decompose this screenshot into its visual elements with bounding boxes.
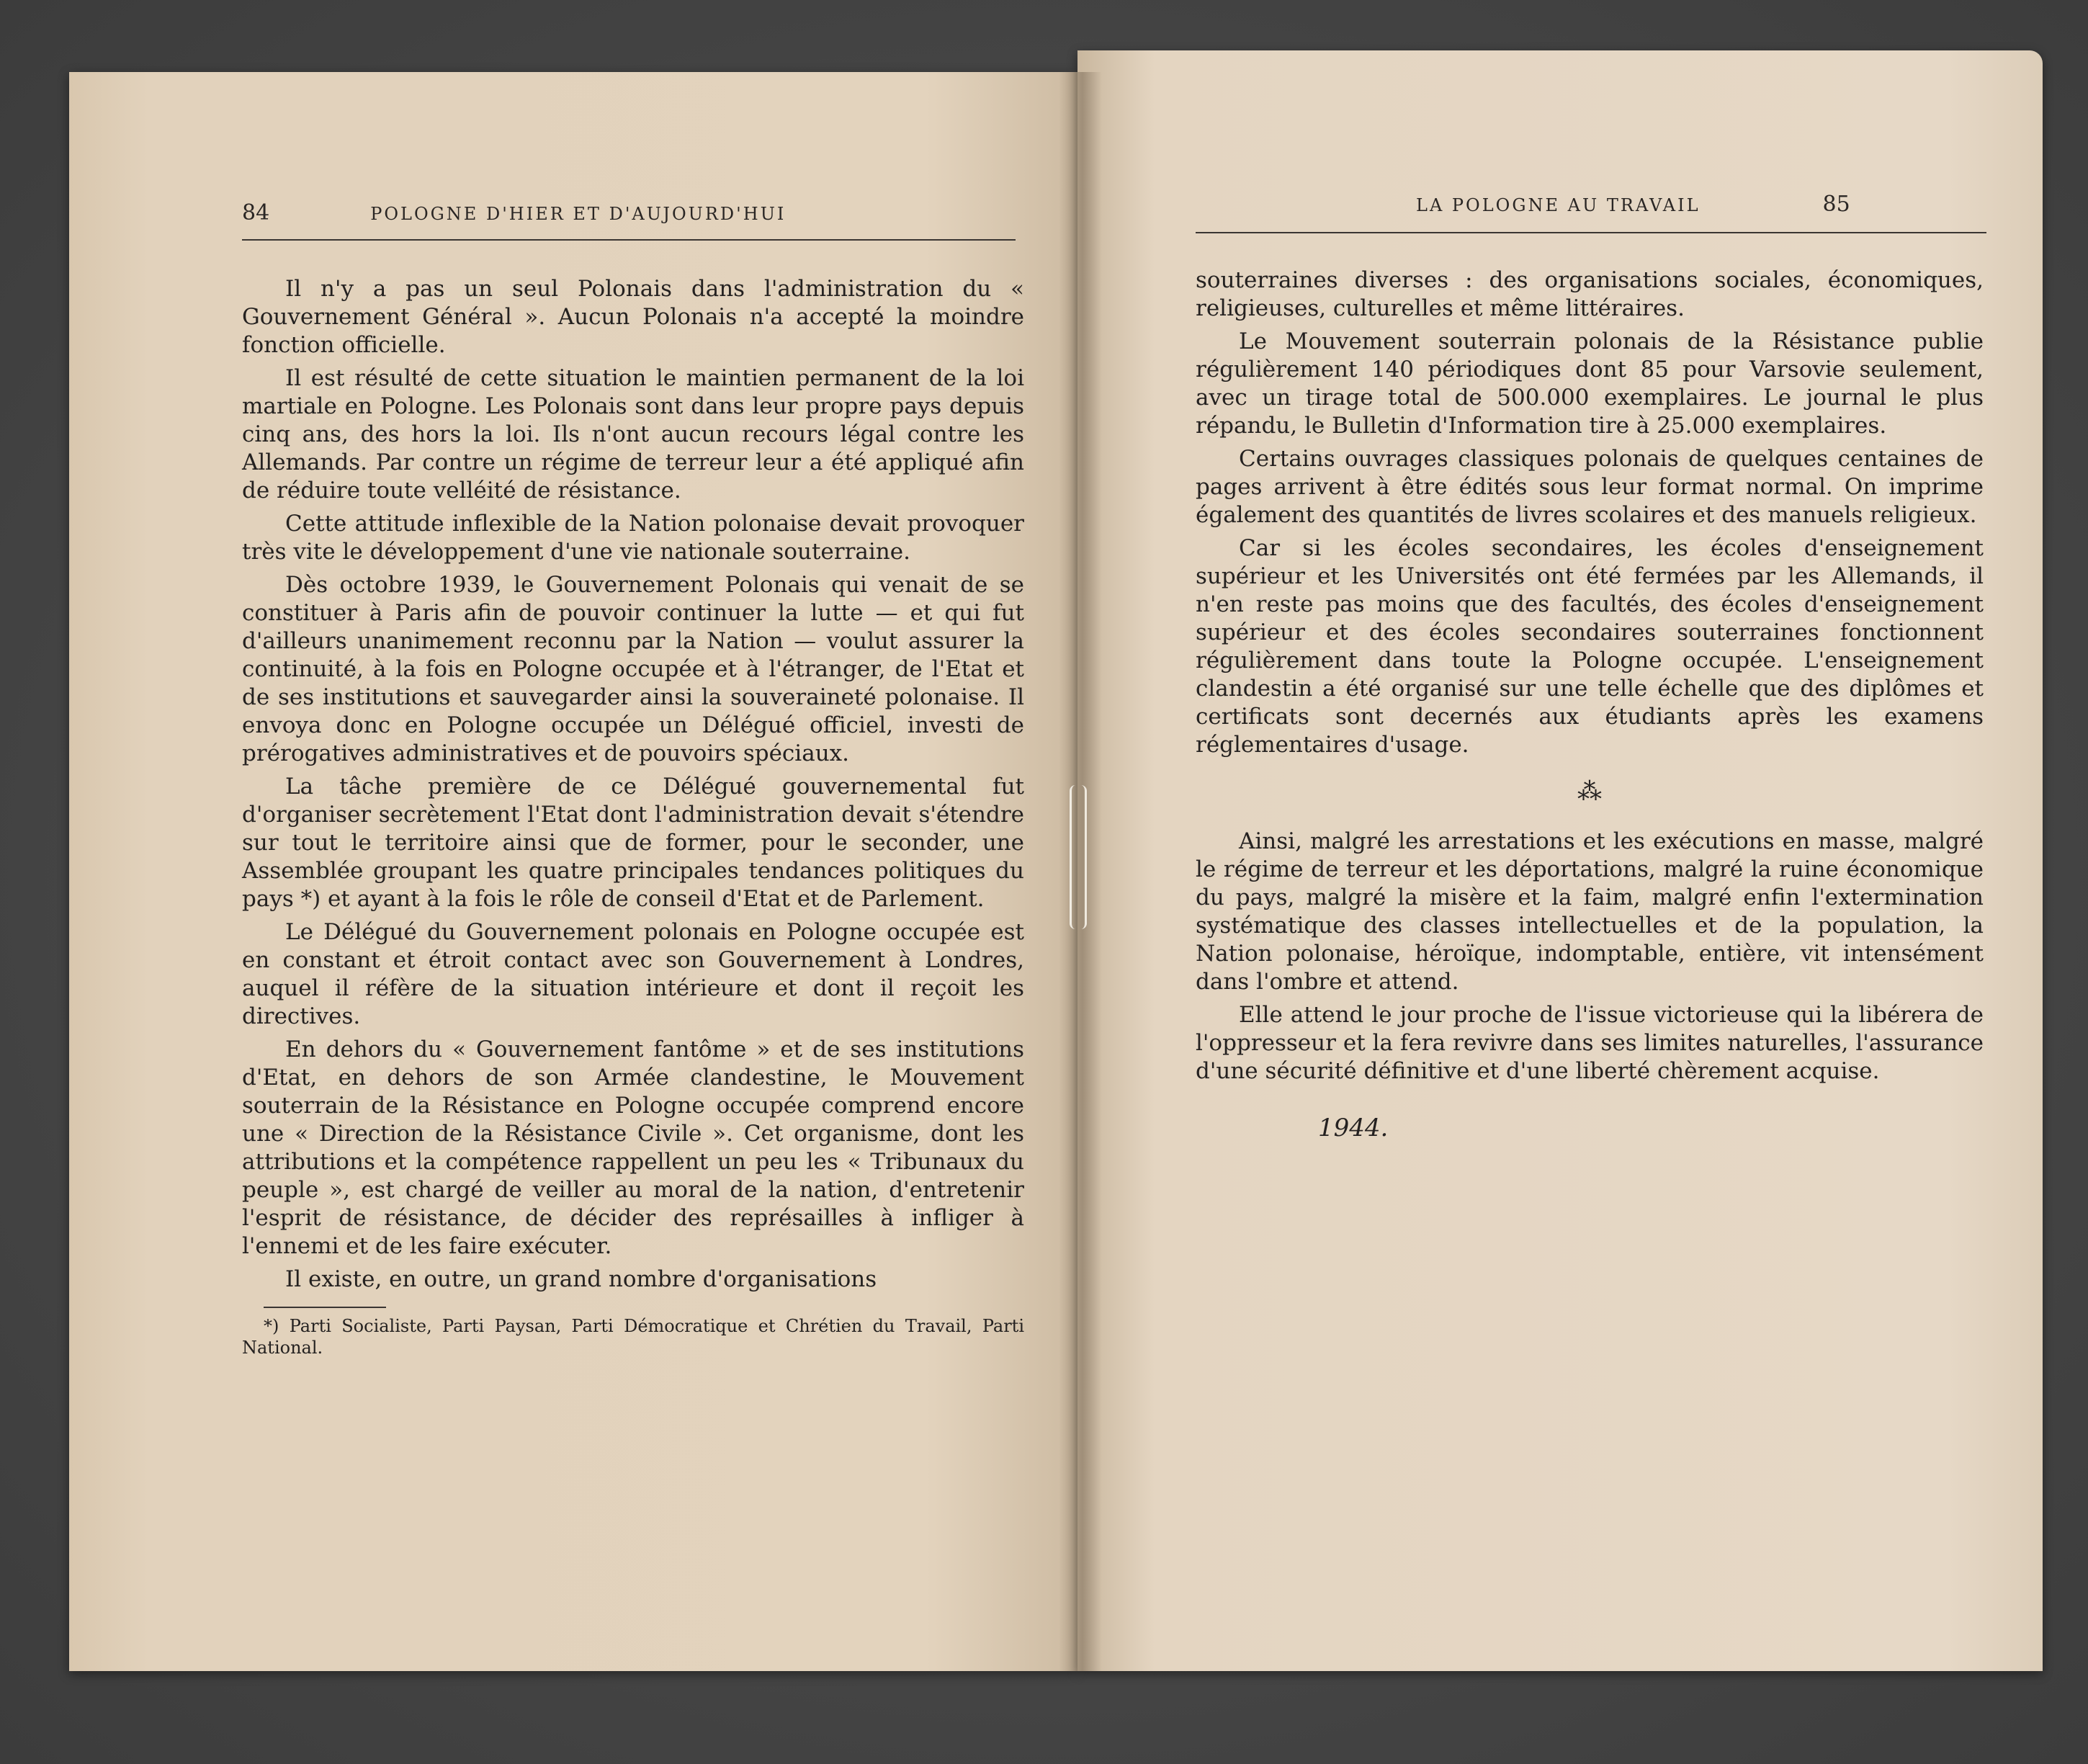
- right-page: [1077, 50, 2043, 1671]
- left-page-number: 84: [242, 200, 270, 225]
- paragraph: Ainsi, malgré les arrestations et les exécutions en masse, malgré le régime de terreur et les déportations, malgré la ruine économique du pays, malgré la misère et la faim, malgré enfin l'extermination systématique des classes intellectuelles et de la population, la Nation polonaise, héroïque, indomptable, entière, vit intensément dans l'ombre et attend.: [1196, 828, 1984, 995]
- paragraph: souterraines diverses : des organisations sociales, économiques, religieuses, culturelles et même littéraires.: [1196, 267, 1984, 321]
- paragraph: Il existe, en outre, un grand nombre d'organisations: [285, 1266, 877, 1292]
- paragraph: La tâche première de ce Délégué gouvernemental fut d'organiser secrètement l'Etat dont l'administration devait s'étendre sur tout le territoire ainsi que de former, pour le seconder, une Assemblée groupant les quatre principales tendances politiques du pays *) et ayant à la fois le rôle de conseil d'Etat et de Parlement.: [242, 774, 1024, 912]
- paragraph: Car si les écoles secondaires, les écoles d'enseignement supérieur et les Universités ont été fermées par les Allemands, il n'en reste pas moins que des facultés, des écoles d'enseignement supérieur et des écoles secondaires souterraines fonctionnent régulièrement dans toute la Pologne occupée. L'enseignement clandestin a été organisé sur une telle échelle que des diplômes et certificats sont decernés aux étudiants après les examens réglementaires d'usage.: [1196, 535, 1984, 758]
- left-header-rule: [242, 239, 1016, 241]
- right-running-head: [1416, 192, 1850, 217]
- left-running-title: POLOGNE D'HIER ET D'AUJOURD'HUI: [370, 204, 787, 224]
- paragraph: Le Mouvement souterrain polonais de la Résistance publie régulièrement 140 périodiques dont 85 pour Varsovie seulement, avec un tirage total de 500.000 exemplaires. Le journal le plus répandu, le Bulletin d'Information tire à 25.000 exemplaires.: [1196, 328, 1984, 439]
- paragraph: Dès octobre 1939, le Gouvernement Polonais qui venait de se constituer à Paris afin de pouvoir continuer la lutte — et qui fut d'ailleurs unanimement reconnu par la Nation — voulut assurer la continuité, à la fois en Pologne occupée et à l'étranger, de l'Etat et de ses institutions et sauvegarder ainsi la souveraineté polonaise. Il envoya donc en Pologne occupée un Délégué officiel, investi de prérogatives administratives et de pouvoirs spéciaux.: [242, 572, 1024, 766]
- footnote-rule: [264, 1307, 386, 1308]
- footnote: *) Parti Socialiste, Parti Paysan, Parti Démocratique et Chrétien du Travail, Parti National.: [242, 1316, 1024, 1358]
- date-signature: 1944.: [1318, 1114, 1389, 1142]
- paragraph: Elle attend le jour proche de l'issue victorieuse qui la libérera de l'oppresseur et la fera revivre dans ses limites naturelles, l'assurance d'une sécurité définitive et d'une liberté chèrement acquise.: [1196, 1002, 1984, 1084]
- section-ornament: ⁂: [1577, 777, 1602, 806]
- paragraph: Certains ouvrages classiques polonais de quelques centaines de pages arrivent à être édités sous leur format normal. On imprime également des quantités de livres scolaires et des manuels religieux.: [1196, 446, 1984, 528]
- binding-thread: [1070, 785, 1087, 929]
- right-page-number: 85: [1822, 192, 1850, 217]
- paragraph: Le Délégué du Gouvernement polonais en Pologne occupée est en constant et étroit contact avec son Gouvernement à Londres, auquel il réfère de la situation intérieure et dont il reçoit les directives.: [242, 919, 1024, 1029]
- right-header-rule: [1196, 232, 1986, 233]
- left-running-head: [242, 200, 786, 225]
- paragraph: Il est résulté de cette situation le maintien permanent de la loi martiale en Pologne. Les Polonais sont dans leur propre pays depuis cinq ans, des hors la loi. Ils n'ont aucun recours légal contre les Allemands. Par contre un régime de terreur leur a été appliqué afin de réduire toute velléité de résistance.: [242, 365, 1024, 503]
- paragraph: Il n'y a pas un seul Polonais dans l'administration du « Gouvernement Général ». Aucun Polonais n'a accepté la moindre fonction officielle.: [242, 276, 1024, 358]
- right-body-text: [1196, 267, 1984, 1142]
- paragraph: En dehors du « Gouvernement fantôme » et de ses institutions d'Etat, en dehors de son Armée clandestine, le Mouvement souterrain de la Résistance en Pologne occupée comprend encore une « Direction de la Résistance Civile ». Cet organisme, dont les attributions et la compétence rappellent un peu les « Tribunaux du peuple », est chargé de veiller au moral de la nation, d'entretenir l'esprit de résistance, de décider des représailles à infliger à l'ennemi et de les faire exécuter.: [242, 1037, 1024, 1259]
- right-running-title: LA POLOGNE AU TRAVAIL: [1416, 195, 1701, 215]
- paragraph: Cette attitude inflexible de la Nation polonaise devait provoquer très vite le développement d'une vie nationale souterraine.: [242, 511, 1024, 565]
- left-body-text: [242, 275, 1024, 1358]
- left-page: [69, 72, 1077, 1671]
